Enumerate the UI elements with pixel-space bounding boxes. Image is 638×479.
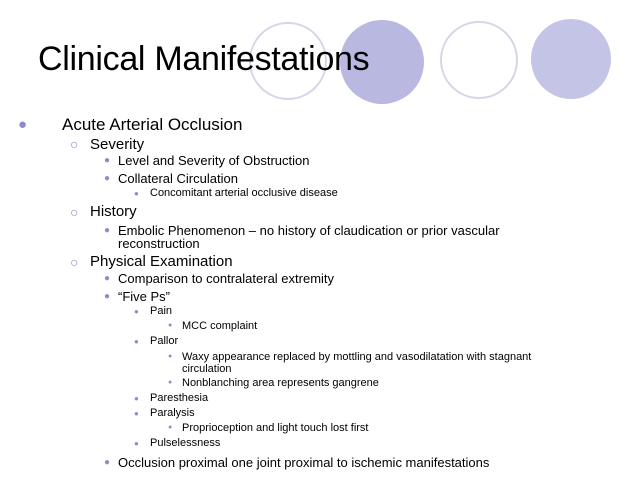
- bullet-level4: Pallor: [150, 335, 179, 347]
- bullet-level4: Paralysis: [150, 407, 195, 419]
- bullet-level5-continuation: circulation: [182, 363, 232, 375]
- bullet-level5: MCC complaint: [182, 320, 258, 332]
- bullet-level5: Proprioception and light touch lost first: [182, 422, 369, 434]
- bullet-icon: ●: [104, 273, 111, 284]
- bullet-level3: Level and Severity of Obstruction: [118, 153, 310, 168]
- bullet-icon: ●: [134, 439, 139, 448]
- bullet-level1: Acute Arterial Occlusion: [62, 115, 243, 134]
- bullet-level3: “Five Ps”: [118, 289, 170, 304]
- bullet-icon: ●: [134, 307, 139, 316]
- decor-circle-filled-2: [531, 19, 611, 99]
- bullet-level4: Concomitant arterial occlusive disease: [150, 187, 338, 199]
- bullet-level4: Pain: [150, 305, 173, 317]
- bullet-icon: ●: [168, 379, 173, 386]
- bullet-level4: Pulselessness: [150, 437, 221, 449]
- bullet-level5: Waxy appearance replaced by mottling and vasodilatation with stagnant: [182, 351, 532, 363]
- bullet-icon: ●: [104, 457, 111, 468]
- bullet-icon: ●: [168, 353, 173, 360]
- bullet-icon: ●: [168, 322, 173, 329]
- bullet-level3: Collateral Circulation: [118, 171, 238, 186]
- hollow-bullet-icon: ○: [70, 254, 79, 270]
- bullet-icon: ●: [104, 291, 111, 302]
- bullet-level3: Embolic Phenomenon – no history of claudication or prior vascular: [118, 223, 500, 238]
- bullet-level2: Severity: [90, 136, 145, 153]
- bullet-level4: Paresthesia: [150, 392, 209, 404]
- bullet-icon: ●: [134, 409, 139, 418]
- bullet-level2: History: [90, 203, 137, 220]
- bullet-level2: Physical Examination: [90, 253, 233, 270]
- bullet-icon: ●: [134, 337, 139, 346]
- bullet-icon: ●: [134, 394, 139, 403]
- bullet-icon: ●: [134, 189, 139, 198]
- decor-circle-outline-2: [440, 21, 518, 99]
- bullet-icon: ●: [168, 424, 173, 431]
- bullet-level3: Occlusion proximal one joint proximal to ischemic manifestations: [118, 455, 490, 470]
- bullet-level3: Comparison to contralateral extremity: [118, 271, 335, 286]
- bullet-icon: ●: [104, 155, 111, 166]
- bullet-icon: ●: [104, 225, 111, 236]
- hollow-bullet-icon: ○: [70, 204, 79, 220]
- bullet-icon: ●: [18, 116, 28, 133]
- bullet-level3-continuation: reconstruction: [118, 236, 200, 251]
- hollow-bullet-icon: ○: [70, 136, 79, 152]
- bullet-icon: ●: [104, 173, 111, 184]
- bullet-level5: Nonblanching area represents gangrene: [182, 377, 379, 389]
- slide-title: Clinical Manifestations: [38, 40, 370, 78]
